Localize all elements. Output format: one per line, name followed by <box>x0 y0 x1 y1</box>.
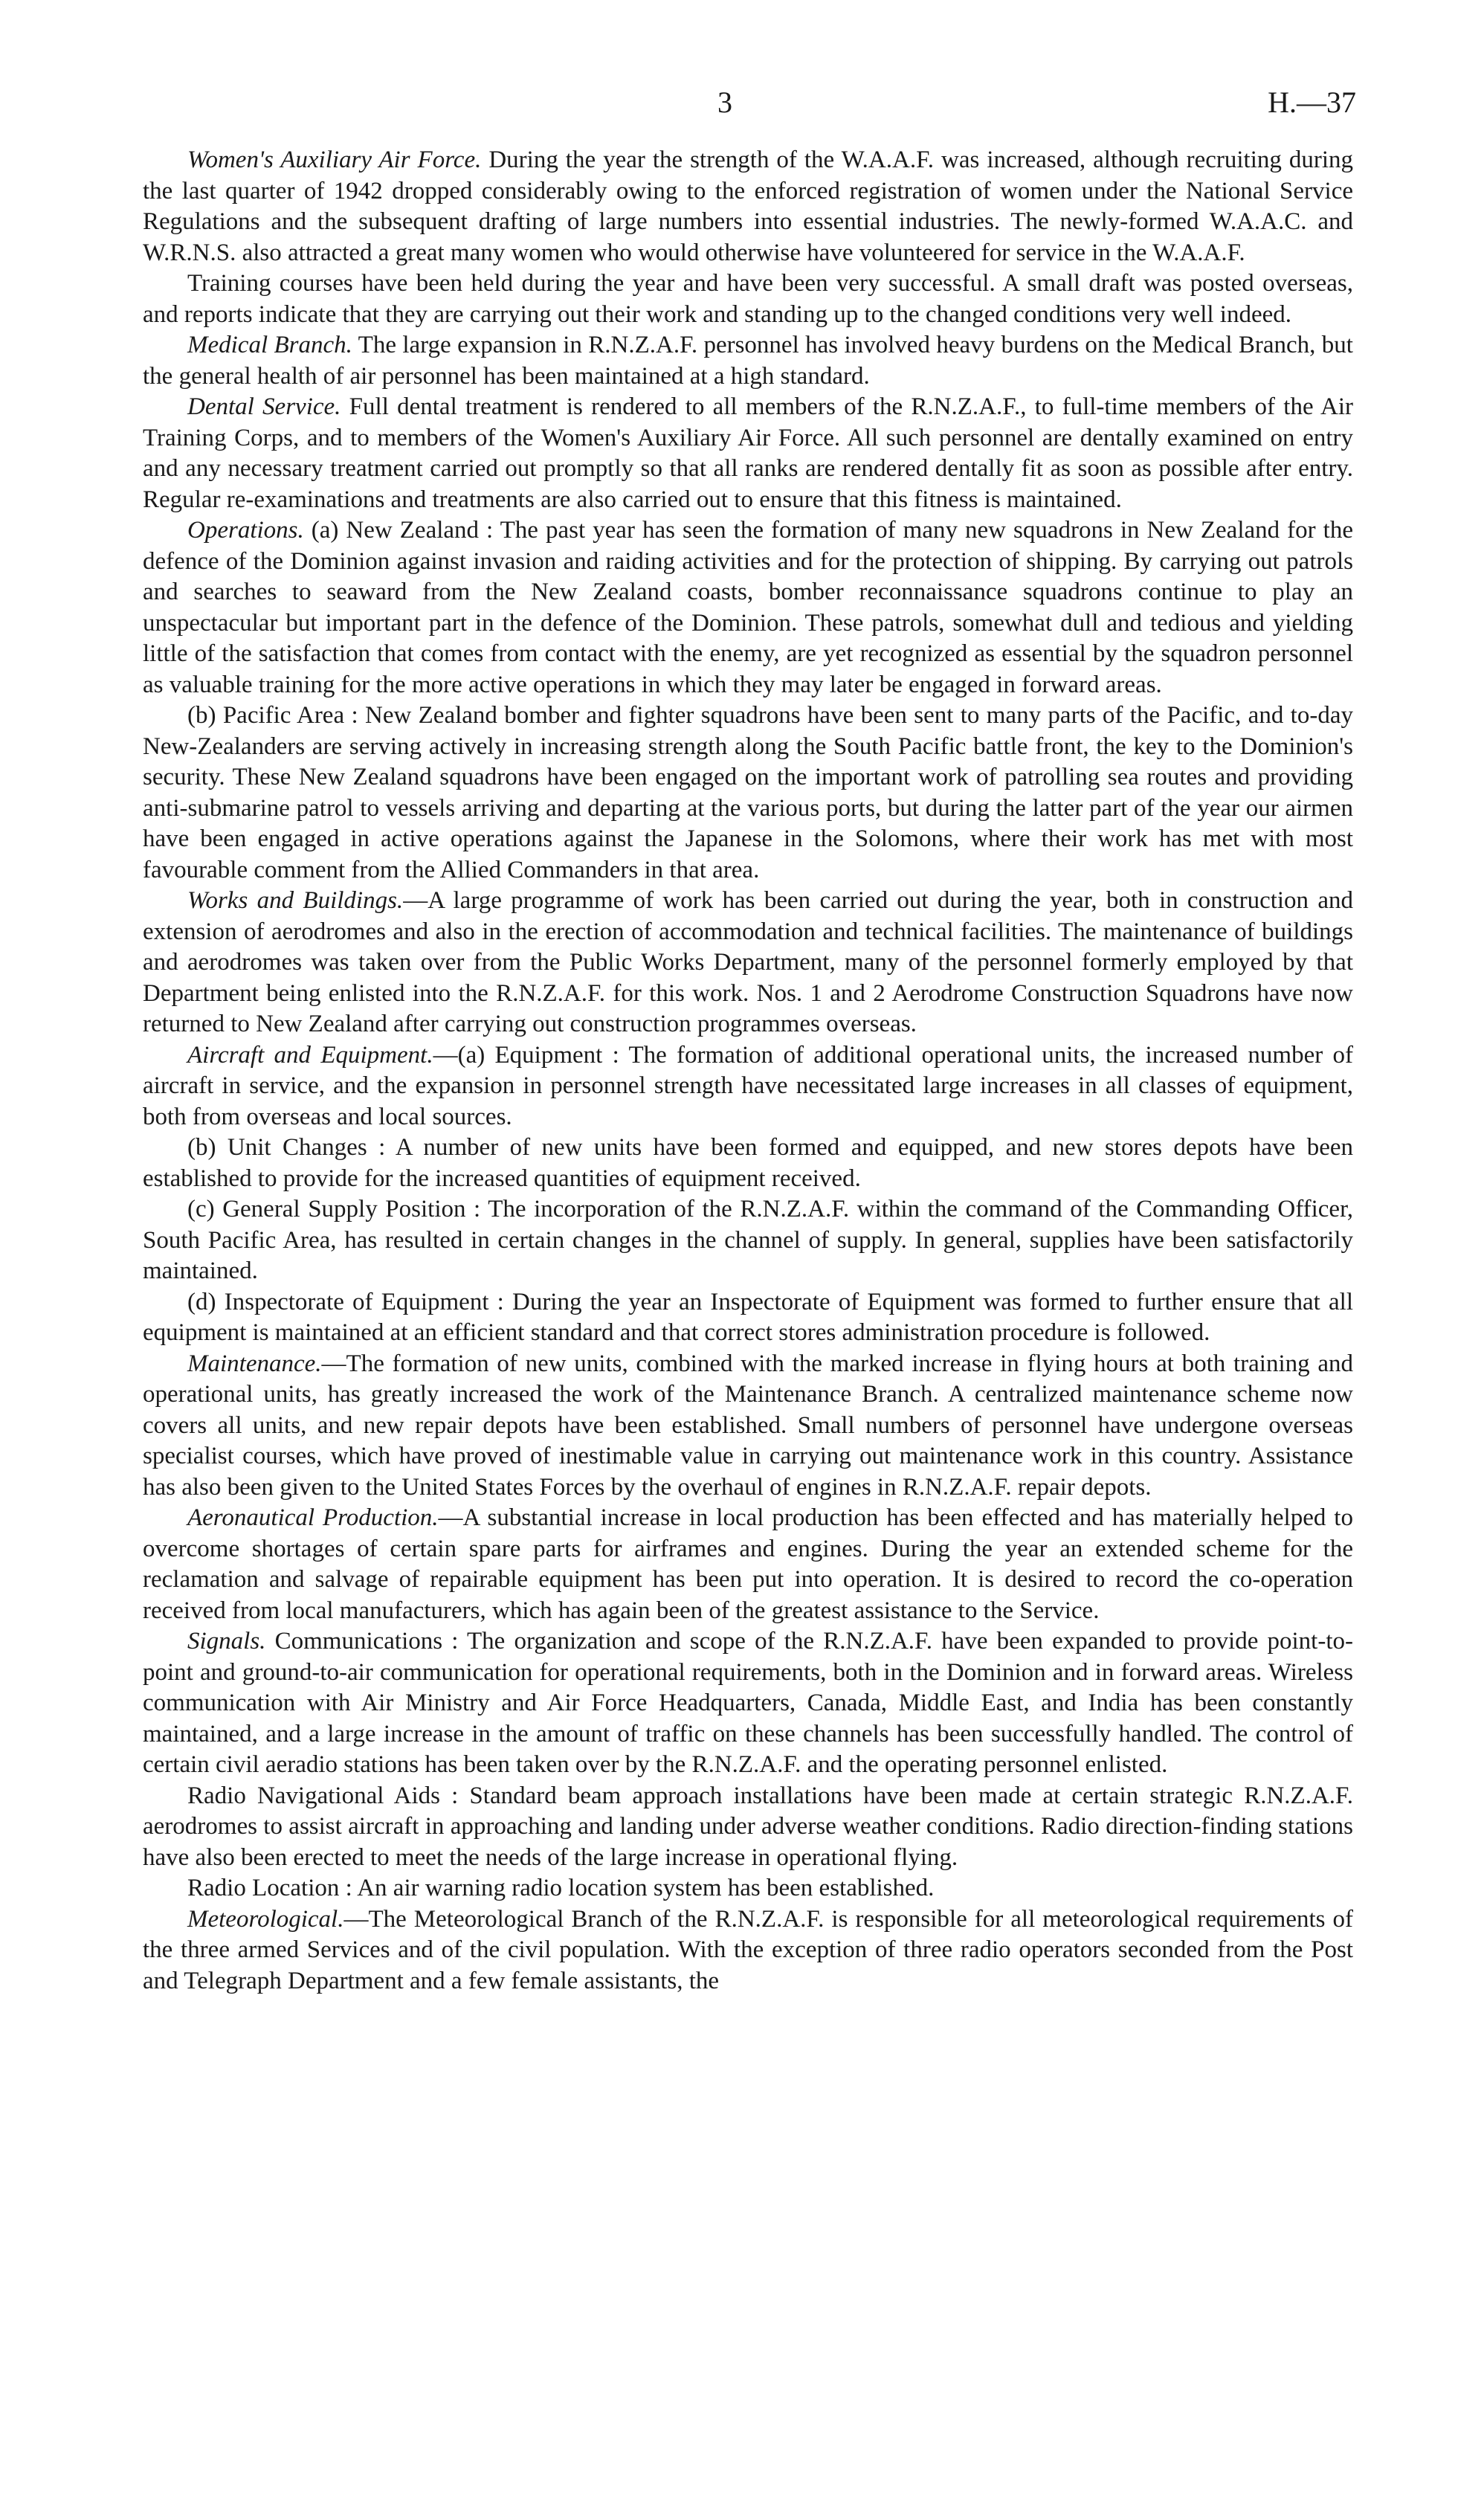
paragraph-text: Radio Navigational Aids : Standard beam approach installations have been made at certain strategic R.N.Z.A.F. aerodromes to assist aircraft in approaching and landing under adverse weather conditions. Radio direction-finding stations have also been erected to meet the needs of the large increase in operational flying. <box>143 1782 1353 1871</box>
paragraph-unit-changes <box>143 1133 1353 1194</box>
paragraph-text: (d) Inspectorate of Equipment : During the year an Inspectorate of Equipment was formed to further ensure that all equipment is maintained at an efficient standard and that correct stores administration procedure is followed. <box>143 1288 1353 1346</box>
paragraph-text: —(a) Equipment : The formation of additional operational units, the increased number of aircraft in service, and the expansion in personnel strength have necessitated large increases in all classes of equipment, both from overseas and local sources. <box>143 1041 1353 1130</box>
paragraph-works-buildings <box>143 886 1353 1040</box>
paragraph-text: Radio Location : An air warning radio location system has been established. <box>187 1875 935 1901</box>
section-heading: Women's Auxiliary Air Force. <box>187 146 482 173</box>
paragraph-text: —A substantial increase in local production has been effected and has materially helped to overcome shortages of certain spare parts for airframes and engines. During the year an extended scheme for the reclamation and salvage of repairable equipment has been put into operation. It is desired to record the co-operation received from local manufacturers, which has again been of the greatest assistance to the Service. <box>143 1504 1353 1624</box>
paragraph-signals <box>143 1626 1353 1781</box>
paragraph-operations-nz <box>143 515 1353 700</box>
paragraph-inspectorate <box>143 1287 1353 1349</box>
section-heading: Maintenance. <box>187 1350 322 1377</box>
section-heading: Medical Branch. <box>187 332 352 358</box>
paragraph-maintenance <box>143 1349 1353 1504</box>
paragraph-waaf <box>143 145 1353 268</box>
paragraph-text: (c) General Supply Position : The incorporation of the R.N.Z.A.F. within the command of the Commanding Officer, South Pacific Area, has resulted in certain changes in the channel of supply. In general, supplies have been satisfactorily maintained. <box>143 1196 1353 1284</box>
paragraph-text: (a) New Zealand : The past year has seen the formation of many new squadrons in New Zealand for the defence of the Dominion against invasion and raiding activities and for the protection of shipping. By carrying out patrols and searches to seaward from the New Zealand coasts, bomber reconnaissance squadrons continue to play an unspectacular but important part in the defence of the Dominion. These patrols, somewhat dull and tedious and yielding little of the satisfaction that comes from contact with the enemy, are yet recognized as essential by the squadron personnel as valuable training for the more active operations in which they may later be engaged in forward areas. <box>143 517 1353 698</box>
paragraph-text: During the year the strength of the W.A.A.F. was increased, although recruiting during the last quarter of 1942 dropped considerably owing to the enforced registration of women under the National Service Regulations and the subsequent drafting of large numbers into essential industries. The newly-formed W.A.A.C. and W.R.N.S. also attracted a great many women who would otherwise have volunteered for service in the W.A.A.F. <box>143 146 1354 266</box>
paragraph-meteorological <box>143 1904 1353 1997</box>
paragraph-text: (b) Pacific Area : New Zealand bomber and fighter squadrons have been sent to many parts of the Pacific, and to-day New-Zealanders are serving actively in increasing strength along the South Pacific battle front, the key to the Dominion's security. These New Zealand squadrons have been engaged on the important work of patrolling sea routes and providing anti-submarine patrol to vessels arriving and departing at the various ports, but during the latter part of the year our airmen have been engaged in active operations against the Japanese in the Solomons, where their work has met with most favourable comment from the Allied Commanders in that area. <box>143 702 1353 883</box>
paragraph-supply-position <box>143 1194 1353 1287</box>
body-text <box>143 145 1353 1997</box>
page-header <box>0 80 1484 125</box>
section-heading: Meteorological. <box>187 1905 344 1933</box>
paragraph-text: —The Meteorological Branch of the R.N.Z.A.F. is responsible for all meteorological requirements of the three armed Services and of the civil population. With the exception of three radio operators seconded from the Post and Telegraph Department and a few female assistants, the <box>143 1905 1353 1994</box>
section-heading: Works and Buildings. <box>187 887 404 914</box>
section-heading: Dental Service. <box>187 393 341 420</box>
paragraph-training <box>143 268 1353 330</box>
paragraph-radio-location <box>143 1873 1353 1904</box>
paragraph-text: (b) Unit Changes : A number of new units have been formed and equipped, and new stores depots have been established to provide for the increased quantities of equipment received. <box>143 1134 1353 1192</box>
paragraph-text: Training courses have been held during the year and have been very successful. A small draft was posted overseas, and reports indicate that they are carrying out their work and standing up to the changed conditions very well indeed. <box>143 270 1353 328</box>
section-heading: Aircraft and Equipment. <box>187 1041 433 1069</box>
section-heading: Aeronautical Production. <box>187 1504 439 1531</box>
section-heading: Operations. <box>187 517 304 544</box>
page-number: 3 <box>717 86 732 119</box>
paragraph-aeronautical-production <box>143 1503 1353 1626</box>
document-reference: H.—37 <box>1268 86 1356 119</box>
paragraph-text: Full dental treatment is rendered to all members of the R.N.Z.A.F., to full-time members of the Air Training Corps, and to members of the Women's Auxiliary Air Force. All such personnel are dentally examined on entry and any necessary treatment carried out promptly so that all ranks are rendered dentally fit as soon as possible after entry. Regular re-examinations and treatments are also carried out to ensure that this fitness is maintained. <box>143 393 1354 513</box>
section-heading: Signals. <box>187 1628 266 1655</box>
paragraph-aircraft-equipment <box>143 1040 1353 1133</box>
paragraph-dental <box>143 392 1353 515</box>
paragraph-text: Communications : The organization and scope of the R.N.Z.A.F. have been expanded to provide point-to-point and ground-to-air communication for operational requirements, both in the Dominion and in forward areas. Wireless communication with Air Ministry and Air Force Headquarters, Canada, Middle East, and India has been constantly maintained, and a large increase in the amount of traffic on these channels has been successfully handled. The control of certain civil aeradio stations has been taken over by the R.N.Z.A.F. and the operating personnel enlisted. <box>143 1628 1353 1778</box>
paragraph-text: The large expansion in R.N.Z.A.F. personnel has involved heavy burdens on the Medical Branch, but the general health of air personnel has been maintained at a high standard. <box>143 332 1353 390</box>
paragraph-operations-pacific <box>143 700 1353 886</box>
paragraph-text: —A large programme of work has been carried out during the year, both in construction and extension of aerodromes and also in the erection of accommodation and technical facilities. The maintenance of buildings and aerodromes was taken over from the Public Works Department, many of the personnel formerly employed by that Department being enlisted into the R.N.Z.A.F. for this work. Nos. 1 and 2 Aerodrome Construction Squadrons have now returned to New Zealand after carrying out construction programmes overseas. <box>143 887 1354 1037</box>
paragraph-medical <box>143 330 1353 392</box>
paragraph-radio-navigation <box>143 1781 1353 1874</box>
paragraph-text: —The formation of new units, combined with the marked increase in flying hours at both training and operational units, has greatly increased the work of the Maintenance Branch. A centralized maintenance scheme now covers all units, and new repair depots have been established. Small numbers of personnel have undergone overseas specialist courses, which have proved of inestimable value in carrying out maintenance work in this country. Assistance has also been given to the United States Forces by the overhaul of engines in R.N.Z.A.F. repair depots. <box>143 1350 1353 1501</box>
